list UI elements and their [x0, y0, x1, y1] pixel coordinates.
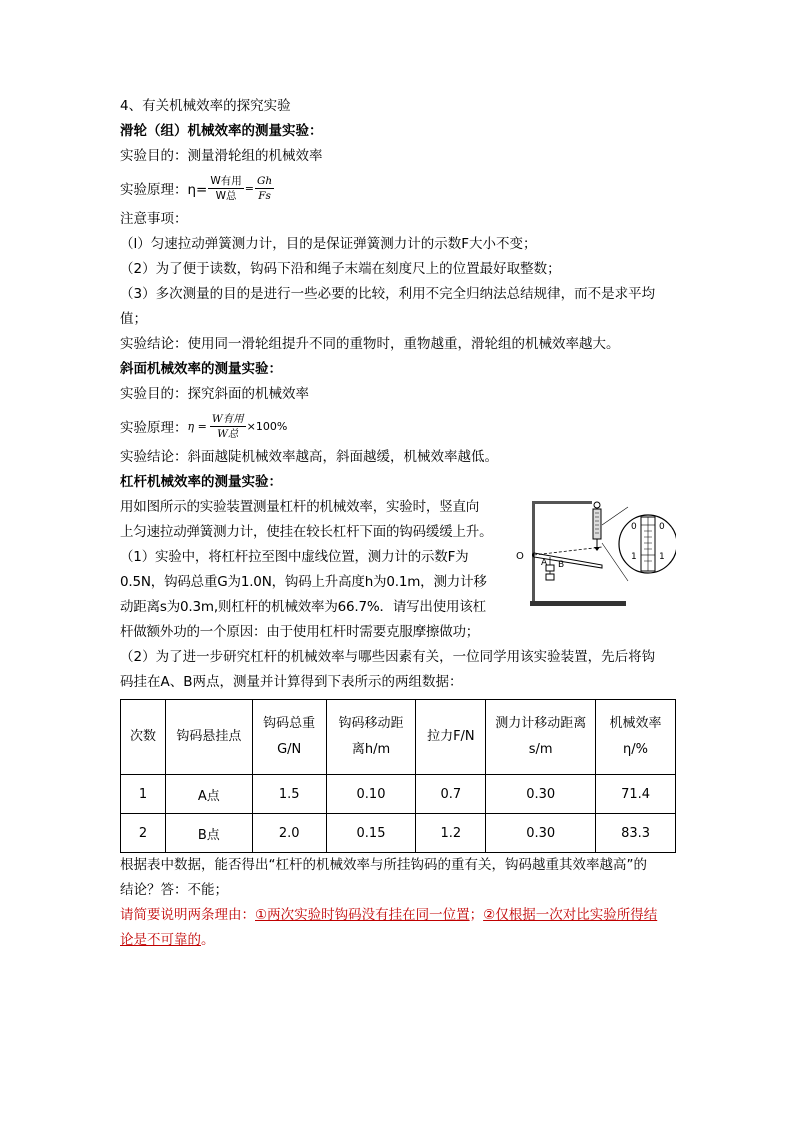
notes-title: 注意事项：: [120, 211, 188, 227]
fs: Fs: [258, 189, 271, 202]
cell: A点: [165, 775, 252, 814]
stand-pole: [532, 501, 535, 601]
note-3b: 值；: [120, 311, 147, 327]
q3-line-b: 结论？答：不能；: [120, 882, 228, 898]
cell: 1.2: [416, 814, 486, 853]
incline-conclusion: 实验结论：斜面越陡机械效率越高，斜面越缓，机械效率越低。: [120, 449, 498, 465]
cell: 0.10: [326, 775, 416, 814]
pulley-principle: 实验原理：η= $\frac{\text{W有用}}{\text{W总}}$ = $\frac{Gh}{Fs}$: [120, 174, 273, 202]
pulley-principle-label: 实验原理：η=: [120, 182, 208, 198]
gh: Gh: [256, 174, 273, 187]
th-count: 次数: [121, 700, 166, 775]
spring-scale: [593, 509, 601, 539]
lever-line-5: 动距离s为0.3m,则杠杆的机械效率为66.7%．请写出使用该杠: [120, 599, 486, 615]
note-2: （2）为了便于读数，钩码下沿和绳子末端在刻度尺上的位置最好取整数；: [120, 261, 561, 277]
incline-fraction: [210, 412, 246, 441]
lever-text: [120, 495, 512, 645]
q2-line-b: 码挂在A、B两点，测量并计算得到下表所示的两组数据：: [120, 674, 463, 690]
cell: 0.30: [486, 775, 596, 814]
lever-apparatus-figure: [510, 495, 676, 615]
th-force: 拉力F/N: [416, 700, 486, 775]
label-o: O: [516, 551, 524, 562]
cell: 2.0: [252, 814, 326, 853]
cell: 0.15: [326, 814, 416, 853]
label-b: B: [558, 560, 565, 570]
th-distance: 测力计移动距离 s/m: [486, 700, 596, 775]
th-weight: 钩码总重 G/N: [252, 700, 326, 775]
incline-principle-label: 实验原理：: [120, 420, 188, 436]
pulley-purpose: 实验目的：测量滑轮组的机械效率: [120, 148, 323, 164]
cell: 2: [121, 814, 166, 853]
eta-symbol: η =: [187, 419, 207, 433]
table-row: [121, 775, 676, 814]
data-table: [120, 699, 676, 853]
table-row: [121, 814, 676, 853]
times-100: ×100%: [246, 419, 288, 433]
pulley-conclusion: 实验结论：使用同一滑轮组提升不同的重物时，重物越重，滑轮组的机械效率越大。: [120, 336, 620, 352]
reasons-line-1: [120, 903, 676, 928]
lever-line-6: 杆做额外功的一个原因：由于使用杠杆时需要克服摩擦做功；: [120, 624, 480, 640]
w-total: W总: [215, 189, 237, 202]
cell: 1.5: [252, 775, 326, 814]
cell: 71.4: [596, 775, 676, 814]
incline-purpose: 实验目的：探究斜面的机械效率: [120, 386, 309, 402]
lever-line-2: 上匀速拉动弹簧测力计，使挂在较长杠杆下面的钩码缓缓上升。: [120, 524, 493, 540]
pulley-heading: 滑轮（组）机械效率的测量实验：: [120, 123, 323, 139]
incline-w-total: W总: [217, 427, 239, 440]
reason-label: 请简要说明两条理由：: [120, 907, 255, 923]
cell: B点: [165, 814, 252, 853]
cell: 1: [121, 775, 166, 814]
document-page: [120, 94, 676, 953]
reason-2b: 论是不可靠的: [120, 932, 201, 948]
lever-line-4: 0.5N，钩码总重G为1.0N，钩码上升高度h为0.1m，测力计移: [120, 574, 487, 590]
incline-w-useful: W有用: [211, 412, 244, 425]
incline-heading: 斜面机械效率的测量实验：: [120, 361, 282, 377]
weight-a2: [546, 574, 554, 580]
spring-scale-ring: [594, 502, 600, 508]
lever-heading: 杠杆机械效率的测量实验：: [120, 474, 282, 490]
scale-0: 0: [631, 522, 637, 532]
lever-line-3: （1）实验中，将杠杆拉至图中虚线位置，测力计的示数F为: [120, 549, 469, 565]
reason-1: ①两次实验时钩码没有挂在同一位置: [255, 907, 470, 923]
scale-1-right: 1: [659, 552, 665, 562]
q3-line-a: 根据表中数据，能否得出“杠杆的机械效率与所挂钩码的重有关，钩码越重其效率越高”的: [120, 857, 647, 873]
w-useful: W有用: [210, 174, 242, 187]
section-title: 4、有关机械效率的探究实验: [120, 98, 291, 114]
reasons-line-2: [120, 928, 676, 953]
cell: 83.3: [596, 814, 676, 853]
th-hang-point: 钩码悬挂点: [165, 700, 252, 775]
th-efficiency: 机械效率 η/%: [596, 700, 676, 775]
q2-line-a: （2）为了进一步研究杠杆的机械效率与哪些因素有关，一位同学用该实验装置，先后将钩: [120, 649, 656, 665]
cell: 0.30: [486, 814, 596, 853]
stand-base: [530, 601, 626, 606]
lever-section: [120, 495, 676, 645]
note-3a: （3）多次测量的目的是进行一些必要的比较，利用不完全归纳法总结规律，而不是求平均: [120, 286, 656, 302]
weight-a: [546, 565, 554, 571]
reason-2a: ②仅根据一次对比实验所得结: [483, 907, 658, 923]
reason-sep: ；: [469, 907, 484, 923]
lever-dashed: [534, 547, 602, 555]
table-header-row: [121, 700, 676, 775]
reason-end: 。: [201, 932, 215, 948]
stand-top-bar: [532, 501, 592, 504]
incline-principle: [120, 407, 676, 445]
pulley-fraction-gh: [255, 174, 274, 203]
cell: 0.7: [416, 775, 486, 814]
note-1: （l）匀速拉动弹簧测力计，目的是保证弹簧测力计的示数F大小不变；: [120, 236, 537, 252]
pulley-fraction-w: [208, 174, 243, 203]
label-a: A: [541, 558, 548, 568]
scale-1: 1: [631, 552, 637, 562]
lever-line-1: 用如图所示的实验装置测量杠杆的机械效率，实验时，竖直向: [120, 499, 480, 515]
scale-0-right: 0: [659, 522, 665, 532]
th-height: 钩码移动距 离h/m: [326, 700, 416, 775]
